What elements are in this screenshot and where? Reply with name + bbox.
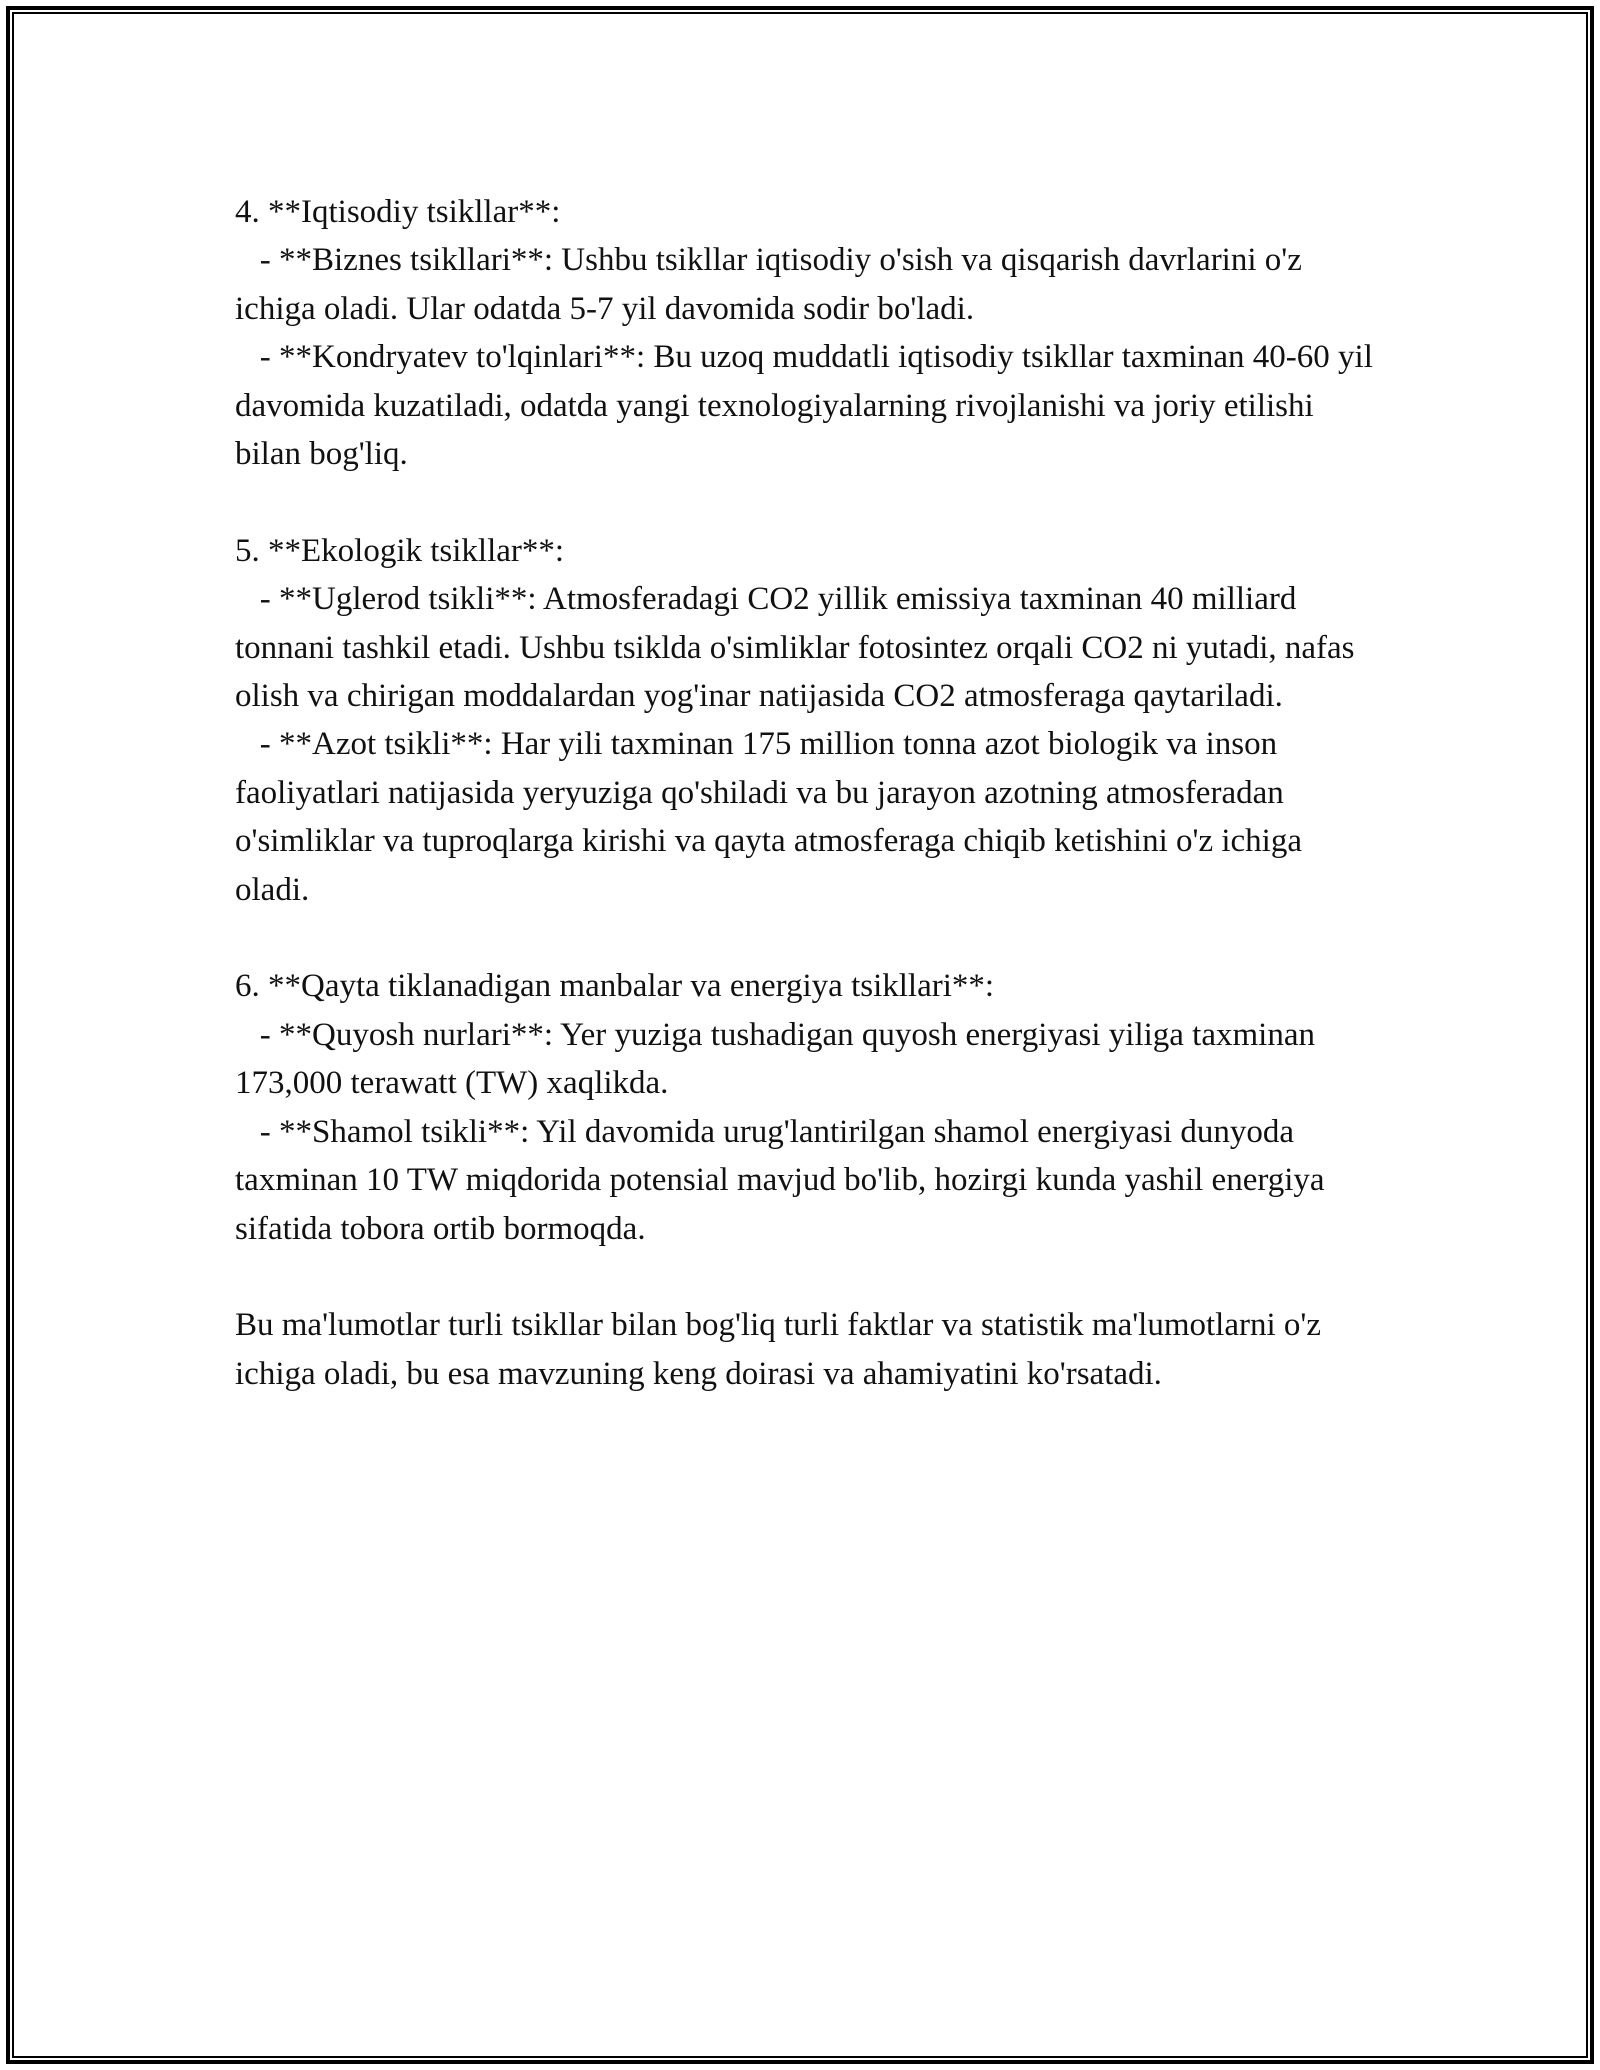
list-item: - **Biznes tsikllari**: Ushbu tsikllar iqtisodiy o'sish va qisqarish davrlarini o'z ichiga oladi. Ular odatda 5-7 yil davomida sodir bo'ladi.	[235, 242, 1311, 327]
list-item: - **Quyosh nurlari**: Yer yuziga tushadigan quyosh energiyasi yiliga taxminan 173,000 terawatt (TW) xaqlikda.	[235, 1016, 1324, 1102]
paragraph-spacer	[235, 478, 1375, 526]
list-item: - **Uglerod tsikli**: Atmosferadagi CO2 yillik emissiya taxminan 40 milliard tonnani tashkil etadi. Ushbu tsiklda o'simliklar fotosintez orqali CO2 ni yutadi, nafas olish va chirigan moddalardan yog'inar natijasida CO2 atmosferaga qaytariladi.	[235, 581, 1363, 715]
section-renewable-energy-cycles	[235, 962, 1375, 1252]
list-item: - **Azot tsikli**: Har yili taxminan 175 million tonna azot biologik va inson faoliyatlari natijasida yeryuziga qo'shiladi va bu jarayon azotning atmosferadan o'simliklar va tuproqlarga kirishi va qayta atmosferaga chiqib ketishini o'z ichiga oladi.	[235, 726, 1311, 908]
paragraph-spacer	[235, 1253, 1375, 1301]
closing-paragraph: Bu ma'lumotlar turli tsikllar bilan bog'liq turli faktlar va statistik ma'lumotlarni o'z ichiga oladi, bu esa mavzuning keng doirasi va ahamiyatini ko'rsatadi.	[235, 1307, 1330, 1392]
list-item: - **Kondryatev to'lqinlari**: Bu uzoq muddatli iqtisodiy tsikllar taxminan 40-60 yil davomida kuzatiladi, odatda yangi texnologiyalarning rivojlanishi va joriy etilishi bilan bog'liq.	[235, 339, 1382, 473]
document-body	[235, 188, 1382, 1398]
section-heading: 5. **Ekologik tsikllar**:	[235, 532, 565, 569]
section-heading: 6. **Qayta tiklanadigan manbalar va energiya tsikllari**:	[235, 968, 995, 1005]
list-item: - **Shamol tsikli**: Yil davomida urug'lantirilgan shamol energiyasi dunyoda taxminan 10 TW miqdorida potensial mavjud bo'lib, hozirgi kunda yashil energiya sifatida tobora ortib bormoqda.	[235, 1113, 1333, 1247]
section-ecological-cycles	[235, 527, 1375, 914]
section-heading: 4. **Iqtisodiy tsikllar**:	[235, 194, 561, 230]
section-economic-cycles	[235, 188, 1382, 478]
paragraph-spacer	[235, 914, 1375, 962]
